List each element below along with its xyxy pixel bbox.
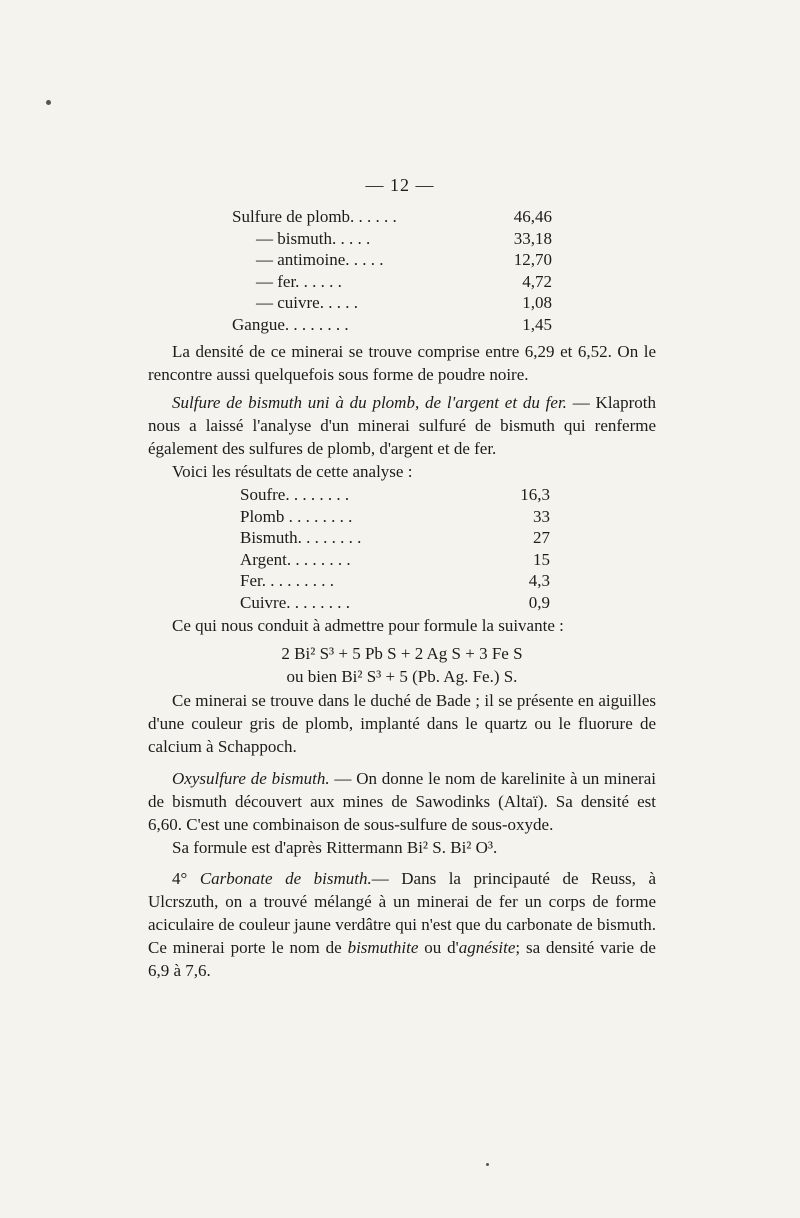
paragraph-oxysulfure <box>148 767 656 836</box>
table-row <box>240 549 550 571</box>
section-title: Sulfure de bismuth uni à du plomb, de l'argent et du fer. <box>172 393 567 412</box>
row-value: 46,46 <box>513 207 552 226</box>
paragraph-text: — On donne le nom de karelinite à un minerai de bismuth découvert aux mines de Sawodinks (Altaï). Sa densité est 6,60. C'est une combinaison de sous-sulfure de sous-oxyde. <box>148 769 656 834</box>
row-label: Bismuth. . . . . . . . <box>240 528 362 547</box>
paragraph-carbonate <box>148 867 656 982</box>
row-label: Soufre. . . . . . . . <box>240 485 350 504</box>
table-row <box>232 292 552 314</box>
table-row <box>240 570 550 592</box>
row-label: — cuivre. . . . . <box>256 293 358 312</box>
row-label: Argent. . . . . . . . <box>240 549 351 569</box>
section-title: Carbonate de bismuth. <box>199 869 372 888</box>
paragraph-density: La densité de ce minerai se trouve comprise entre 6,29 et 6,52. On le rencontre aussi quelquefois sous forme de poudre noire. <box>148 342 656 384</box>
table-row <box>240 484 550 506</box>
term-agnesite: agnésite <box>458 938 516 957</box>
paragraph-text: — Dans la principauté de Reuss, à Ulcrszuth, on a trouvé mélangé à un minerai de fer un corps de forme aciculaire de couleur jaune verdâtre qui n'est que du carbonate de bismuth. Ce minerai porte le nom de <box>148 869 656 957</box>
page-number: — 12 — <box>365 175 435 195</box>
table-row <box>232 249 552 271</box>
analysis-table-1 <box>232 206 552 335</box>
row-label: Cuivre. . . . . . . . <box>240 592 351 612</box>
row-label: — antimoine. . . . . <box>256 250 384 269</box>
table-row <box>240 592 550 614</box>
row-value: 1,08 <box>522 293 552 312</box>
row-value: 15 <box>533 549 550 569</box>
row-label: — fer. . . . . . <box>256 271 342 291</box>
row-value: 16,3 <box>520 485 550 504</box>
row-label: Fer. . . . . . . . . <box>240 571 334 590</box>
paragraph-bade: Ce minerai se trouve dans le duché de Bade ; il se présente en aiguilles d'une couleur gris de plomb, implanté dans le quartz ou le fluorure de calcium à Schappoch. <box>148 691 656 756</box>
row-value: 4,3 <box>528 571 550 590</box>
paragraph-formula-intro: Ce qui nous conduit à admettre pour formule la suivante : <box>172 616 564 635</box>
formula-line-1: 2 Bi² S³ + 5 Pb S + 2 Ag S + 3 Fe S <box>281 644 523 663</box>
table-row <box>232 314 552 336</box>
paragraph-results-intro: Voici les résultats de cette analyse : <box>172 462 413 481</box>
formula-line-2: ou bien Bi² S³ + 5 (Pb. Ag. Fe.) S. <box>286 667 518 686</box>
section-title: Oxysulfure de bismuth. <box>172 769 330 788</box>
paragraph-text: ou d' <box>418 938 459 957</box>
row-value: 33,18 <box>513 228 552 248</box>
term-bismuthite: bismuthite <box>347 938 419 957</box>
row-label: Gangue. . . . . . . . <box>232 314 349 334</box>
paragraph-text: — Klaproth nous a laissé l'analyse d'un minerai sulfuré de bismuth qui renferme également des sulfures de plomb, d'argent et de fer. <box>148 393 656 458</box>
paragraph-text: ; sa densité varie de 6,9 à 7,6. <box>148 938 656 980</box>
row-value: 33 <box>533 506 550 526</box>
table-row <box>232 271 552 293</box>
ink-speck <box>486 1163 489 1166</box>
row-label: — bismuth. . . . . <box>256 228 371 248</box>
table-row <box>240 527 550 549</box>
paragraph-formula-rittermann: Sa formule est d'après Rittermann Bi² S. Bi² O³. <box>172 838 498 857</box>
row-value: 0,9 <box>528 592 550 612</box>
row-value: 12,70 <box>513 250 552 269</box>
row-label: Plomb . . . . . . . . <box>240 506 353 526</box>
paragraph-klaproth <box>148 391 656 460</box>
section-number: 4° <box>172 869 200 888</box>
row-value: 4,72 <box>522 271 552 291</box>
row-value: 1,45 <box>522 314 552 334</box>
row-label: Sulfure de plomb. . . . . . <box>232 207 397 226</box>
analysis-table-2 <box>240 484 550 613</box>
table-row <box>240 506 550 528</box>
table-row <box>232 228 552 250</box>
row-value: 27 <box>533 528 550 547</box>
table-row <box>232 206 552 228</box>
ink-speck <box>46 100 51 105</box>
